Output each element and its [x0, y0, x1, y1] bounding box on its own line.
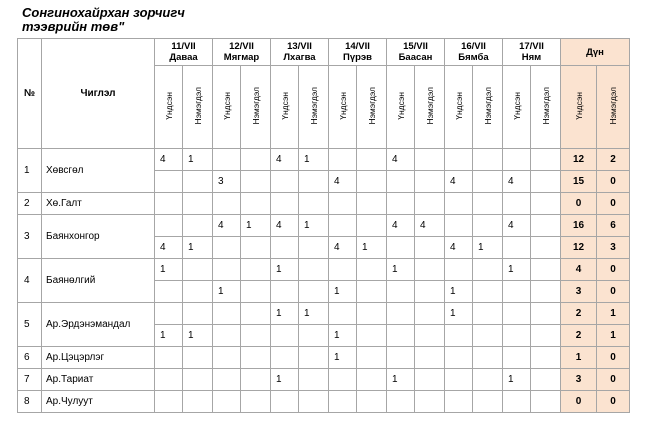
trip-count-cell [445, 149, 473, 171]
subheader-label: Нэмэгдэл [482, 86, 493, 125]
total-extra-cell: 0 [597, 391, 630, 413]
trip-count-cell [445, 369, 473, 391]
trip-count-cell [531, 391, 561, 413]
total-main-cell: 16 [561, 215, 597, 237]
trip-count-cell: 4 [329, 171, 357, 193]
subheader-extra [415, 66, 445, 149]
trip-count-cell [473, 369, 503, 391]
total-main-cell: 3 [561, 369, 597, 391]
header-day [387, 39, 445, 66]
trip-count-cell: 4 [445, 237, 473, 259]
trip-count-cell [155, 215, 183, 237]
trip-count-cell [503, 391, 531, 413]
subheader-main [387, 66, 415, 149]
trip-count-cell: 1 [473, 237, 503, 259]
trip-count-cell [357, 391, 387, 413]
trip-count-cell [155, 369, 183, 391]
trip-count-cell: 4 [329, 237, 357, 259]
trip-count-cell: 1 [241, 215, 271, 237]
total-extra-cell: 0 [597, 369, 630, 391]
trip-count-cell [271, 193, 299, 215]
trip-count-cell [329, 149, 357, 171]
route-name: Хө.Галт [42, 193, 155, 215]
trip-count-cell [183, 369, 213, 391]
header-day [445, 39, 503, 66]
trip-count-cell: 1 [445, 281, 473, 303]
trip-count-cell: 1 [329, 325, 357, 347]
trip-count-cell [241, 281, 271, 303]
row-number: 8 [18, 391, 42, 413]
trip-count-cell [415, 303, 445, 325]
day-name: Даваа [169, 52, 198, 63]
day-date: 13/VII [287, 41, 312, 52]
header-day [155, 39, 213, 66]
trip-count-cell [299, 259, 329, 281]
trip-count-cell [445, 259, 473, 281]
trip-count-cell [271, 347, 299, 369]
table-row [18, 303, 630, 325]
header-no: № [18, 39, 42, 149]
trip-count-cell [387, 281, 415, 303]
subheader-label: Үндсэн [337, 91, 348, 120]
trip-count-cell [329, 369, 357, 391]
trip-count-cell: 1 [445, 303, 473, 325]
trip-count-cell: 1 [357, 237, 387, 259]
trip-count-cell [183, 259, 213, 281]
trip-count-cell [299, 391, 329, 413]
title-line-2: тээврийн төв" [22, 19, 125, 34]
total-main-cell: 3 [561, 281, 597, 303]
trip-count-cell [473, 171, 503, 193]
trip-count-cell [155, 193, 183, 215]
trip-count-cell: 4 [213, 215, 241, 237]
trip-count-cell [445, 325, 473, 347]
trip-count-cell [183, 281, 213, 303]
trip-count-cell: 4 [387, 149, 415, 171]
trip-count-cell [213, 347, 241, 369]
subheader-main [155, 66, 183, 149]
table-row [18, 149, 630, 171]
trip-count-cell [299, 171, 329, 193]
trip-count-cell [531, 215, 561, 237]
subheader-extra [597, 66, 630, 149]
trip-count-cell: 4 [387, 215, 415, 237]
trip-count-cell [241, 303, 271, 325]
trip-count-cell [299, 325, 329, 347]
row-number: 3 [18, 215, 42, 259]
trip-count-cell [473, 149, 503, 171]
subheader-label: Нэмэгдэл [608, 86, 618, 125]
total-extra-cell: 1 [597, 325, 630, 347]
total-extra-cell: 6 [597, 215, 630, 237]
trip-count-cell [387, 391, 415, 413]
total-extra-cell: 0 [597, 171, 630, 193]
trip-count-cell [241, 149, 271, 171]
trip-count-cell [155, 347, 183, 369]
trip-count-cell [473, 193, 503, 215]
trip-count-cell: 1 [299, 149, 329, 171]
route-name: Ар.Эрдэнэмандал [42, 303, 155, 347]
subheader-extra [183, 66, 213, 149]
trip-count-cell [213, 149, 241, 171]
total-extra-cell: 2 [597, 149, 630, 171]
trip-count-cell [415, 171, 445, 193]
trip-count-cell [357, 149, 387, 171]
trip-count-cell: 4 [271, 149, 299, 171]
total-main-cell: 4 [561, 259, 597, 281]
trip-count-cell [241, 171, 271, 193]
trip-count-cell [415, 325, 445, 347]
trip-count-cell [531, 149, 561, 171]
row-number: 7 [18, 369, 42, 391]
table-row [18, 193, 630, 215]
trip-count-cell [445, 193, 473, 215]
subheader-extra [241, 66, 271, 149]
trip-count-cell [183, 215, 213, 237]
trip-count-cell [415, 149, 445, 171]
trip-count-cell [503, 347, 531, 369]
trip-count-cell: 1 [183, 149, 213, 171]
table-row [18, 347, 630, 369]
total-extra-cell: 0 [597, 259, 630, 281]
trip-count-cell [271, 171, 299, 193]
trip-count-cell [241, 325, 271, 347]
trip-count-cell [415, 193, 445, 215]
subheader-label: Нэмэгдэл [250, 86, 261, 125]
trip-count-cell [415, 237, 445, 259]
trip-count-cell [415, 391, 445, 413]
subheader-extra [299, 66, 329, 149]
trip-count-cell [213, 391, 241, 413]
trip-count-cell: 4 [445, 171, 473, 193]
subheader-label: Үндсэн [221, 91, 232, 120]
header-total: Дүн [561, 39, 630, 66]
trip-count-cell [445, 391, 473, 413]
trip-count-cell [387, 303, 415, 325]
trip-count-cell [213, 237, 241, 259]
trip-count-cell [357, 281, 387, 303]
trip-count-cell [473, 391, 503, 413]
trip-count-cell [183, 391, 213, 413]
trip-count-cell [473, 325, 503, 347]
row-number: 5 [18, 303, 42, 347]
total-main-cell: 0 [561, 193, 597, 215]
day-name: Ням [521, 52, 542, 63]
total-extra-cell: 1 [597, 303, 630, 325]
subheader-main [271, 66, 299, 149]
trip-count-cell [503, 281, 531, 303]
day-date: 16/VII [461, 41, 486, 52]
trip-count-cell: 1 [183, 325, 213, 347]
trip-count-cell [503, 325, 531, 347]
trip-count-cell [357, 259, 387, 281]
total-extra-cell: 0 [597, 193, 630, 215]
trip-count-cell [387, 193, 415, 215]
trip-count-cell [329, 215, 357, 237]
total-main-cell: 1 [561, 347, 597, 369]
subheader-label: Нэмэгдэл [308, 86, 319, 125]
trip-count-cell [531, 237, 561, 259]
header-day [271, 39, 329, 66]
trip-count-cell [329, 303, 357, 325]
day-date: 15/VII [403, 41, 428, 52]
trip-count-cell [531, 325, 561, 347]
trip-count-cell [271, 325, 299, 347]
trip-count-cell [213, 325, 241, 347]
trip-count-cell: 1 [503, 259, 531, 281]
trip-count-cell [357, 215, 387, 237]
trip-count-cell [183, 171, 213, 193]
trip-count-cell [387, 325, 415, 347]
subheader-label: Нэмэгдэл [424, 86, 435, 125]
total-main-cell: 0 [561, 391, 597, 413]
trip-count-cell [357, 325, 387, 347]
trip-count-cell [329, 193, 357, 215]
trip-count-cell [473, 259, 503, 281]
trip-count-cell: 4 [155, 149, 183, 171]
trip-count-cell [155, 281, 183, 303]
total-extra-cell: 3 [597, 237, 630, 259]
trip-count-cell: 1 [271, 303, 299, 325]
schedule-table [17, 38, 630, 413]
trip-count-cell [503, 193, 531, 215]
trip-count-cell [299, 193, 329, 215]
trip-count-cell [241, 259, 271, 281]
row-number: 6 [18, 347, 42, 369]
trip-count-cell: 3 [213, 171, 241, 193]
trip-count-cell [415, 259, 445, 281]
subheader-main [445, 66, 473, 149]
day-date: 12/VII [229, 41, 254, 52]
trip-count-cell [155, 391, 183, 413]
trip-count-cell: 1 [329, 347, 357, 369]
subheader-extra [531, 66, 561, 149]
total-main-cell: 12 [561, 149, 597, 171]
day-name: Мягмар [223, 52, 260, 63]
trip-count-cell: 1 [329, 281, 357, 303]
table-row [18, 259, 630, 281]
trip-count-cell: 1 [213, 281, 241, 303]
table-row [18, 391, 630, 413]
header-day [213, 39, 271, 66]
subheader-label: Үндсэн [453, 91, 464, 120]
subheader-main [329, 66, 357, 149]
title-line-1: Сонгинохайрхан зорчигч [22, 5, 185, 20]
subheader-label: Нэмэгдэл [540, 86, 551, 125]
trip-count-cell [531, 171, 561, 193]
trip-count-cell: 1 [155, 325, 183, 347]
trip-count-cell [445, 347, 473, 369]
subheader-main [561, 66, 597, 149]
header-day [329, 39, 387, 66]
trip-count-cell [387, 347, 415, 369]
trip-count-cell [241, 193, 271, 215]
row-number: 1 [18, 149, 42, 193]
trip-count-cell: 1 [503, 369, 531, 391]
total-extra-cell: 0 [597, 347, 630, 369]
subheader-extra [473, 66, 503, 149]
trip-count-cell [473, 303, 503, 325]
trip-count-cell [299, 237, 329, 259]
row-number: 2 [18, 193, 42, 215]
trip-count-cell [503, 237, 531, 259]
trip-count-cell [473, 215, 503, 237]
total-main-cell: 2 [561, 303, 597, 325]
trip-count-cell [531, 347, 561, 369]
route-name: Ар.Чулуут [42, 391, 155, 413]
day-date: 11/VII [171, 41, 196, 52]
total-main-cell: 2 [561, 325, 597, 347]
trip-count-cell: 1 [155, 259, 183, 281]
trip-count-cell [241, 391, 271, 413]
table-header [18, 39, 630, 149]
header-direction: Чиглэл [42, 39, 155, 149]
trip-count-cell [357, 347, 387, 369]
trip-count-cell [503, 303, 531, 325]
day-name: Лхагва [283, 52, 316, 63]
trip-count-cell [155, 303, 183, 325]
trip-count-cell: 1 [271, 259, 299, 281]
subheader-label: Үндсэн [163, 91, 174, 120]
subheader-label: Үндсэн [573, 91, 584, 120]
trip-count-cell [415, 347, 445, 369]
subheader-label: Үндсэн [279, 91, 290, 120]
row-number: 4 [18, 259, 42, 303]
table-row [18, 215, 630, 237]
trip-count-cell: 4 [503, 215, 531, 237]
trip-count-cell: 4 [271, 215, 299, 237]
trip-count-cell [357, 369, 387, 391]
subheader-label: Нэмэгдэл [366, 86, 377, 125]
table-body [18, 149, 630, 413]
trip-count-cell: 1 [387, 369, 415, 391]
trip-count-cell [299, 347, 329, 369]
trip-count-cell [329, 391, 357, 413]
trip-count-cell [271, 237, 299, 259]
trip-count-cell [241, 347, 271, 369]
table-row [18, 369, 630, 391]
route-name: Ар.Цэцэрлэг [42, 347, 155, 369]
trip-count-cell [299, 369, 329, 391]
trip-count-cell [357, 171, 387, 193]
trip-count-cell: 1 [183, 237, 213, 259]
trip-count-cell [531, 369, 561, 391]
trip-count-cell [473, 281, 503, 303]
trip-count-cell [183, 347, 213, 369]
trip-count-cell: 4 [155, 237, 183, 259]
subheader-label: Үндсэн [511, 91, 522, 120]
subheader-extra [357, 66, 387, 149]
trip-count-cell: 4 [503, 171, 531, 193]
trip-count-cell [445, 215, 473, 237]
trip-count-cell [241, 237, 271, 259]
trip-count-cell [183, 303, 213, 325]
total-extra-cell: 0 [597, 281, 630, 303]
day-date: 14/VII [345, 41, 370, 52]
trip-count-cell [415, 369, 445, 391]
trip-count-cell [155, 171, 183, 193]
trip-count-cell [357, 303, 387, 325]
subheader-main [213, 66, 241, 149]
header-day [503, 39, 561, 66]
trip-count-cell: 1 [299, 215, 329, 237]
trip-count-cell [213, 193, 241, 215]
trip-count-cell [387, 237, 415, 259]
trip-count-cell [387, 171, 415, 193]
trip-count-cell [213, 369, 241, 391]
day-name: Бямба [458, 52, 489, 63]
day-name: Баасан [398, 52, 433, 63]
total-main-cell: 12 [561, 237, 597, 259]
trip-count-cell [271, 391, 299, 413]
trip-count-cell [213, 303, 241, 325]
trip-count-cell [531, 303, 561, 325]
header-row-days [18, 39, 630, 66]
trip-count-cell [531, 259, 561, 281]
trip-count-cell [531, 193, 561, 215]
subheader-label: Үндсэн [395, 91, 406, 120]
trip-count-cell [357, 193, 387, 215]
route-name: Ар.Тариат [42, 369, 155, 391]
trip-count-cell [329, 259, 357, 281]
route-name: Хөвсгөл [42, 149, 155, 193]
trip-count-cell [183, 193, 213, 215]
route-name: Баянөлгий [42, 259, 155, 303]
trip-count-cell [503, 149, 531, 171]
trip-count-cell: 1 [271, 369, 299, 391]
trip-count-cell: 4 [415, 215, 445, 237]
document-title [22, 6, 185, 34]
total-main-cell: 15 [561, 171, 597, 193]
subheader-label: Нэмэгдэл [192, 86, 203, 125]
trip-count-cell [241, 369, 271, 391]
trip-count-cell [299, 281, 329, 303]
trip-count-cell [213, 259, 241, 281]
trip-count-cell: 1 [299, 303, 329, 325]
route-name: Баянхонгор [42, 215, 155, 259]
subheader-main [503, 66, 531, 149]
trip-count-cell [415, 281, 445, 303]
trip-count-cell: 1 [387, 259, 415, 281]
day-name: Пүрэв [343, 52, 372, 63]
trip-count-cell [271, 281, 299, 303]
day-date: 17/VII [519, 41, 544, 52]
trip-count-cell [531, 281, 561, 303]
trip-count-cell [473, 347, 503, 369]
